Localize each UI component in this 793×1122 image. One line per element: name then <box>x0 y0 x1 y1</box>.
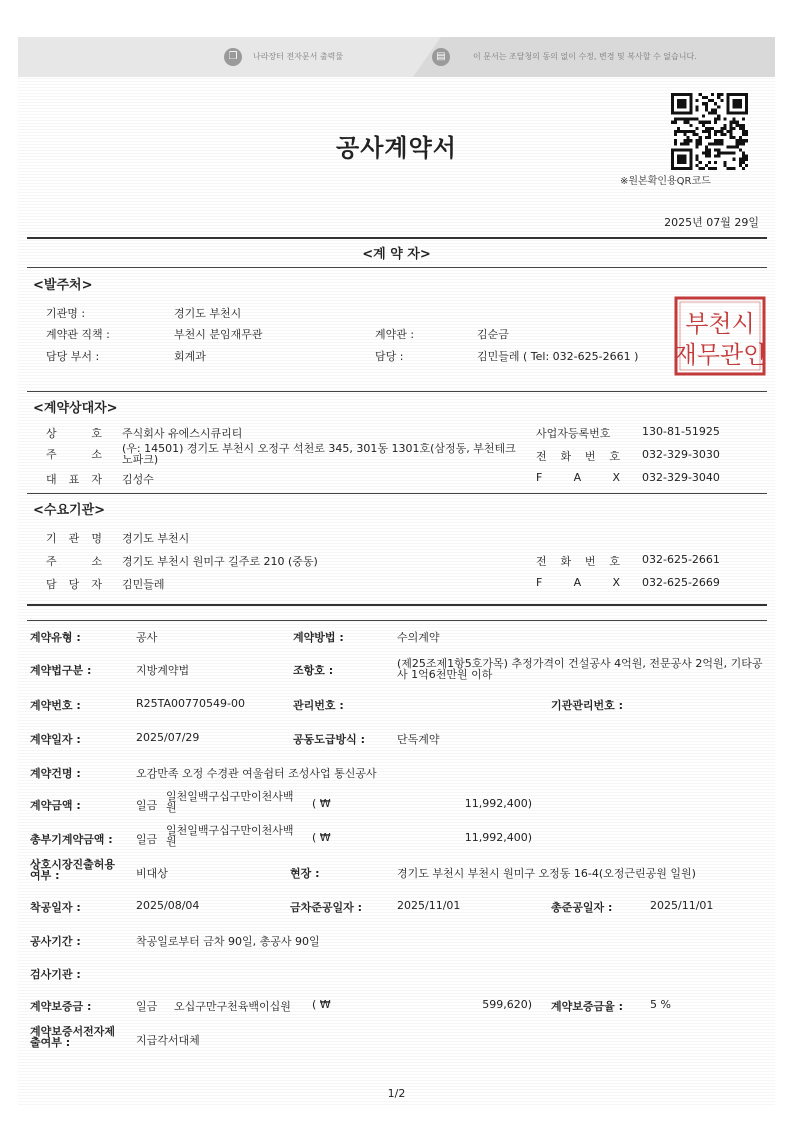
bond-rate: 5 % <box>650 998 671 1011</box>
qr-code <box>671 93 748 170</box>
bond-words: 오십구만구천육백이십원 <box>174 1000 291 1013</box>
contract-name: 오감만족 오정 수경관 여울쉼터 조성사업 통신공사 <box>136 767 377 780</box>
counterparty-name-label: 상 호 <box>46 427 102 440</box>
counterparty-fax: 032-329-3040 <box>642 471 720 484</box>
orderer-manager-label: 담당 : <box>375 350 404 363</box>
orderer-officer-label: 계약관 : <box>375 328 415 341</box>
document-header-bar <box>18 37 775 77</box>
joint-contract-label: 공동도급방식 : <box>293 733 365 746</box>
header-right-text: 이 문서는 조달청의 동의 없이 수정, 변경 및 복사할 수 없습니다. <box>473 52 697 61</box>
divider <box>27 620 767 621</box>
demand-agency-tel-label: 전 화 번 호 <box>536 555 620 568</box>
header-left-text: 나라장터 전자문서 출력물 <box>253 52 344 61</box>
contract-date: 2025/07/29 <box>136 731 200 744</box>
counterparty-ceo: 김성수 <box>122 473 154 486</box>
bond-document: 지급각서대체 <box>136 1034 200 1047</box>
counterparty-address-label: 주 소 <box>46 448 102 461</box>
management-number-label: 관리번호 : <box>293 699 344 712</box>
official-seal-stamp <box>673 296 767 376</box>
contract-number-label: 계약번호 : <box>30 699 81 712</box>
orderer-officer-title: 부천시 분임재무관 <box>174 328 263 341</box>
final-completion-label: 총준공일자 : <box>551 901 613 914</box>
contract-type-label: 계약유형 : <box>30 631 81 644</box>
divider <box>27 237 767 239</box>
contract-number: R25TA00770549-00 <box>136 697 245 710</box>
construction-period-label: 공사기간 : <box>30 935 81 948</box>
demand-agency-fax-label: F A X <box>536 576 620 589</box>
contract-amount-won: ( ₩ <box>312 797 331 810</box>
bond-prefix: 일금 <box>136 1000 158 1013</box>
counterparty-tel-label: 전 화 번 호 <box>536 450 620 463</box>
counterparty-bizno-label: 사업자등록번호 <box>536 427 611 440</box>
contractor-heading: <계 약 자> <box>362 247 431 262</box>
total-amount-won: ( ₩ <box>312 831 331 844</box>
demand-agency-fax: 032-625-2669 <box>642 576 720 589</box>
total-amount-label: 총부기계약금액 : <box>30 833 113 846</box>
demand-agency-manager: 김민들레 <box>122 578 165 591</box>
agency-management-number-label: 기관관리번호 : <box>551 699 623 712</box>
contract-law: 지방계약법 <box>136 664 190 677</box>
contract-name-label: 계약건명 : <box>30 767 81 780</box>
contract-method-label: 계약방법 : <box>293 631 344 644</box>
counterparty-name: 주식회사 유에스시큐리티 <box>122 427 243 440</box>
counterparty-ceo-label: 대 표 자 <box>46 473 102 486</box>
qr-caption: ※원본확인용QR코드 <box>620 176 711 187</box>
demand-agency-name: 경기도 부천시 <box>122 532 190 545</box>
orderer-dept: 회계과 <box>174 350 206 363</box>
svg-text:재무관인: 재무관인 <box>673 341 767 369</box>
demand-agency-address-label: 주 소 <box>46 555 102 568</box>
interim-completion: 2025/11/01 <box>397 899 461 912</box>
contract-clause: (제25조제1항5호가목) 추정가격이 건설공사 4억원, 전문공사 2억원, 기타공사 1억6천만원 이하 <box>397 657 763 681</box>
bond-document-label: 계약보증서전자제출여부 : <box>30 1025 116 1049</box>
demand-agency-manager-label: 담 당 자 <box>46 578 102 591</box>
orderer-manager: 김민들레 ( Tel: 032-625-2661 ) <box>477 350 639 363</box>
start-date-label: 착공일자 : <box>30 901 81 914</box>
demand-agency-heading: <수요기관> <box>33 503 106 518</box>
orderer-heading: <발주처> <box>33 278 93 293</box>
counterparty-heading: <계약상대자> <box>33 401 118 416</box>
divider <box>27 604 767 606</box>
copy-icon: ❐ <box>224 48 242 66</box>
construction-period: 착공일로부터 금차 90일, 총공사 90일 <box>136 935 320 948</box>
document-date: 2025년 07월 29일 <box>664 216 759 229</box>
counterparty-address: (우: 14501) 경기도 부천시 오정구 석천로 345, 301동 1301호(삼정동, 부천테크노파크) <box>122 442 516 466</box>
document-page <box>18 37 775 1105</box>
divider <box>27 391 767 392</box>
demand-agency-address: 경기도 부천시 원미구 길주로 210 (중동) <box>122 555 318 568</box>
contract-type: 공사 <box>136 631 158 644</box>
contract-law-label: 계약법구분 : <box>30 664 92 677</box>
contract-amount-words: 일천일백구십구만이천사백원 <box>166 790 294 814</box>
total-amount-words: 일천일백구십구만이천사백원 <box>166 824 294 848</box>
market-access-label: 상호시장진출허용 여부 : <box>30 858 116 882</box>
inspection-agency-label: 검사기관 : <box>30 968 81 981</box>
divider <box>27 493 767 494</box>
site-label: 현장 : <box>290 867 320 880</box>
contract-amount-prefix: 일금 <box>136 799 158 812</box>
counterparty-bizno: 130-81-51925 <box>642 425 720 438</box>
orderer-officer-title-label: 계약관 직책 : <box>46 328 110 341</box>
orderer-dept-label: 담당 부서 : <box>46 350 100 363</box>
orderer-officer: 김순금 <box>477 328 509 341</box>
demand-agency-name-label: 기 관 명 <box>46 532 102 545</box>
contract-clause-label: 조항호 : <box>293 664 334 677</box>
start-date: 2025/08/04 <box>136 899 200 912</box>
svg-text:부천시: 부천시 <box>685 310 755 338</box>
joint-contract: 단독계약 <box>397 733 440 746</box>
total-amount-prefix: 일금 <box>136 833 158 846</box>
printer-icon: ▤ <box>432 48 450 66</box>
counterparty-tel: 032-329-3030 <box>642 448 720 461</box>
orderer-agency-label: 기관명 : <box>46 307 86 320</box>
final-completion: 2025/11/01 <box>650 899 714 912</box>
page-number: 1/2 <box>387 1087 406 1100</box>
contract-method: 수의계약 <box>397 631 440 644</box>
contract-amount: 11,992,400) <box>464 797 532 810</box>
orderer-agency: 경기도 부천시 <box>174 307 242 320</box>
bond-rate-label: 계약보증금율 : <box>551 1000 623 1013</box>
document-title: 공사계약서 <box>336 134 457 162</box>
site: 경기도 부천시 부천시 원미구 오정동 16-4(오정근린공원 일원) <box>397 867 696 880</box>
bond-label: 계약보증금 : <box>30 1000 92 1013</box>
interim-completion-label: 금차준공일자 : <box>290 901 362 914</box>
market-access: 비대상 <box>136 867 168 880</box>
demand-agency-tel: 032-625-2661 <box>642 553 720 566</box>
contract-amount-label: 계약금액 : <box>30 799 81 812</box>
bond-won: ( ₩ <box>312 998 331 1011</box>
bond-amount: 599,620) <box>482 998 532 1011</box>
counterparty-fax-label: F A X <box>536 471 620 484</box>
total-amount: 11,992,400) <box>464 831 532 844</box>
contract-date-label: 계약일자 : <box>30 733 81 746</box>
divider <box>27 267 767 268</box>
